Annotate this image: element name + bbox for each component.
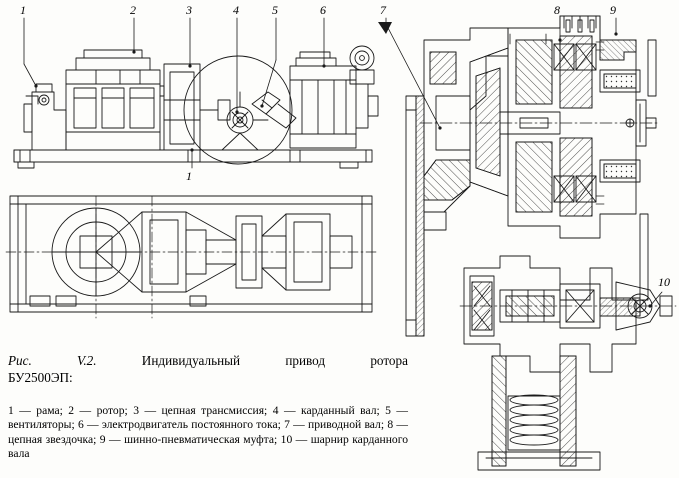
- callout-6: 6: [320, 3, 326, 17]
- callout-5: 5: [272, 3, 278, 17]
- callout-1-top: 1: [20, 3, 26, 17]
- caption-prefix: Рис.: [8, 353, 32, 368]
- legend-text: 1 — рама; 2 — ротор; 3 — цепная трансмиссия; 4 — карданный вал; 5 — вентиляторы; 6 — электродвигатель постоянного тока; 7 — приводной вал; 8 — цепная звездочка; 9 — шинно-пневматическая муфта; 10 — шарнир карданного вала: [8, 404, 408, 461]
- caption-word-1: Индивидуальный: [141, 353, 241, 368]
- caption-number: V.2.: [77, 353, 97, 368]
- callout-9: 9: [610, 3, 616, 17]
- figure-legend: [8, 404, 408, 462]
- callout-4: 4: [233, 3, 239, 17]
- callout-10: 10: [658, 275, 670, 289]
- caption-line-2: БУ2500ЭП:: [8, 370, 73, 385]
- callout-8: 8: [554, 3, 560, 17]
- callout-1-middle: 1: [186, 169, 192, 183]
- callout-3: 3: [186, 3, 192, 17]
- caption-word-3: ротора: [370, 353, 408, 368]
- figure-caption: [8, 352, 408, 386]
- caption-word-2: привод: [285, 353, 326, 368]
- callout-7: 7: [380, 3, 386, 17]
- callout-2: 2: [130, 3, 136, 17]
